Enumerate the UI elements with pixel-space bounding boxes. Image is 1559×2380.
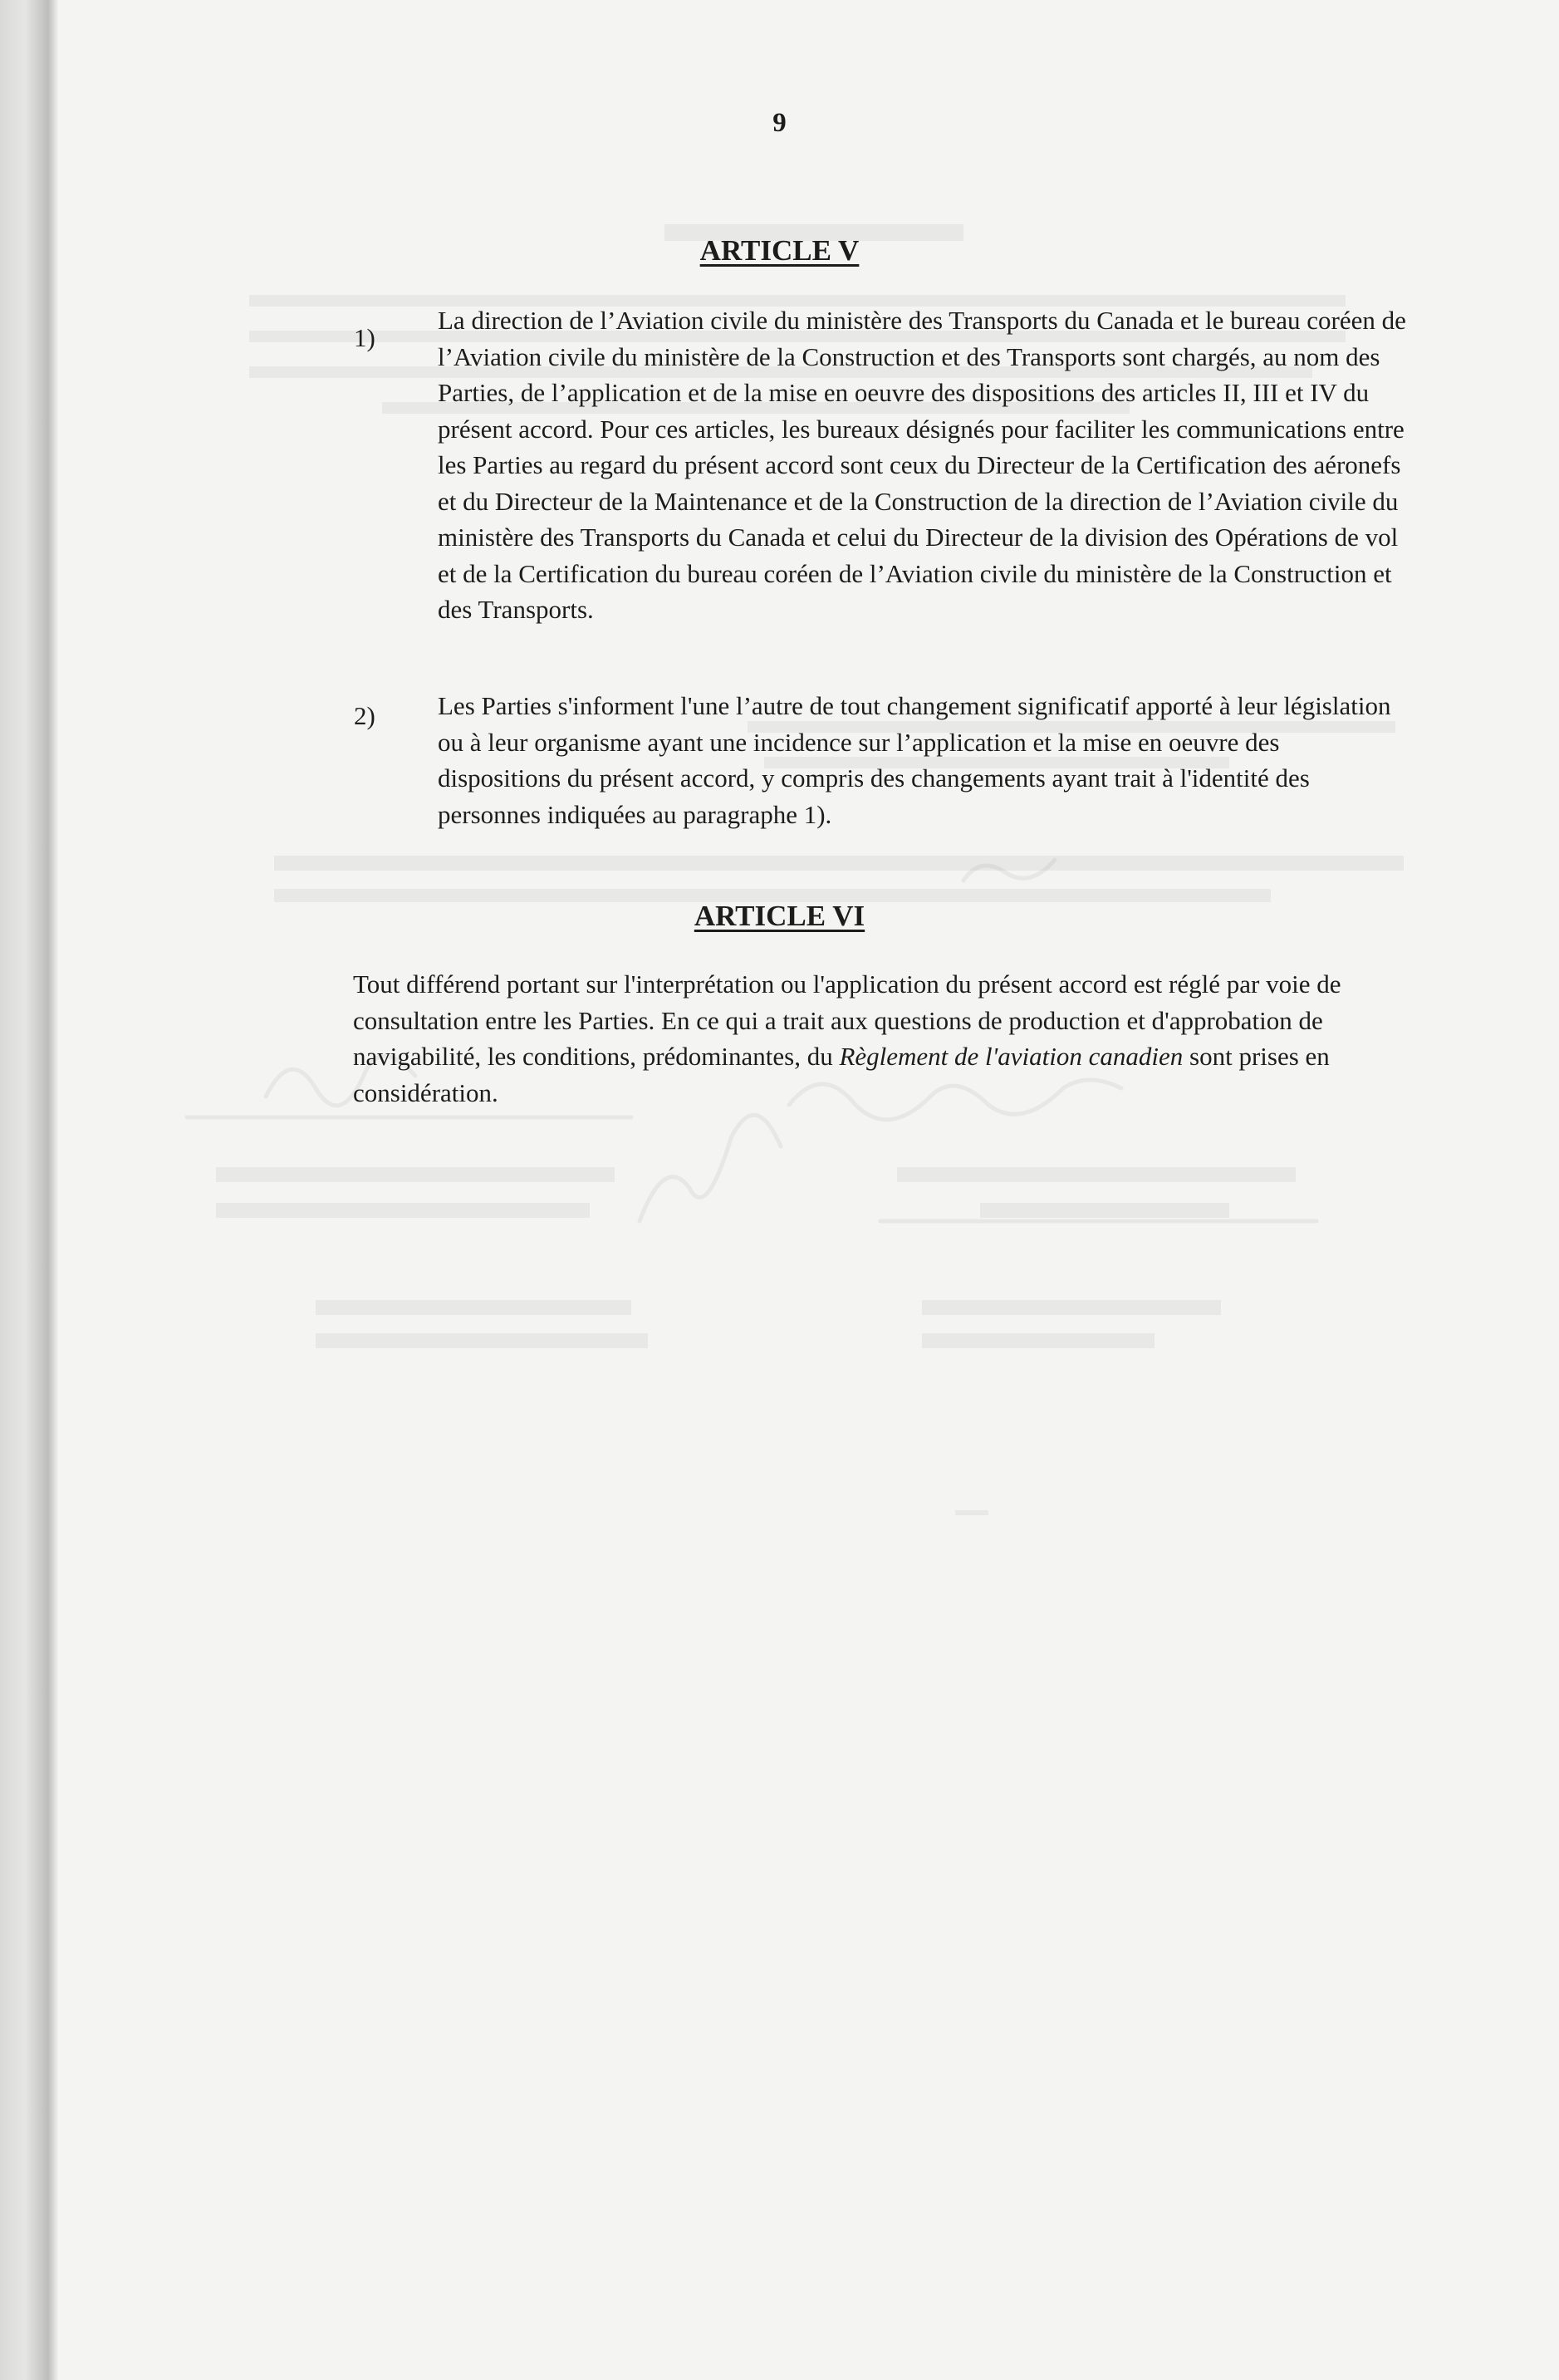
page-number: 9 (772, 108, 787, 138)
article-v-paragraph-1: La direction de l’Aviation civile du ministère des Transports du Canada et le bureau coréen de l’Aviation civile du ministère de la Construction et des Transports sont chargés, au nom des Parties, de l’application et de la mise en oeuvre des dispositions des articles II, III et IV du présent accord. Pour ces articles, les bureaux désignés pour faciliter les communications entre les Parties au regard du présent accord sont ceux du Directeur de la Certification des aéronefs et du Directeur de la Maintenance et de la Construction de la direction de l’Aviation civile du ministère des Transports du Canada et celui du Directeur de la division des Opérations de vol et de la Certification du bureau coréen de l’Aviation civile du ministère de la Construction et des Transports. (438, 306, 1406, 624)
article-vi-heading: ARTICLE VI (694, 900, 865, 932)
page-binding-edge (0, 0, 58, 2380)
regulation-title: Règlement de l'aviation canadien (839, 1042, 1184, 1071)
article-vi-paragraph (353, 966, 1391, 1111)
paragraph-number: 2) (354, 701, 375, 730)
article-v-paragraph-2: Les Parties s'informent l'une l’autre de tout changement significatif apporté à leur législation ou à leur organisme ayant une incidence sur l’application et la mise en oeuvre des dispositions du présent accord, y compris des changements ayant trait à l'identité des personnes indiquées au paragraphe 1). (438, 691, 1391, 829)
article-v-heading: ARTICLE V (699, 234, 860, 267)
paragraph-number: 1) (354, 323, 375, 352)
article-vi-text-end: sont prises en considération. (353, 1042, 1330, 1107)
article-vi-text: Tout différend portant sur l'interprétation ou l'application du présent accord est réglé par voie de consultation entre les Parties. En ce qui a trait aux questions de production et d'approbation de navigabilité, les conditions, prédominantes, du (353, 969, 1341, 1071)
